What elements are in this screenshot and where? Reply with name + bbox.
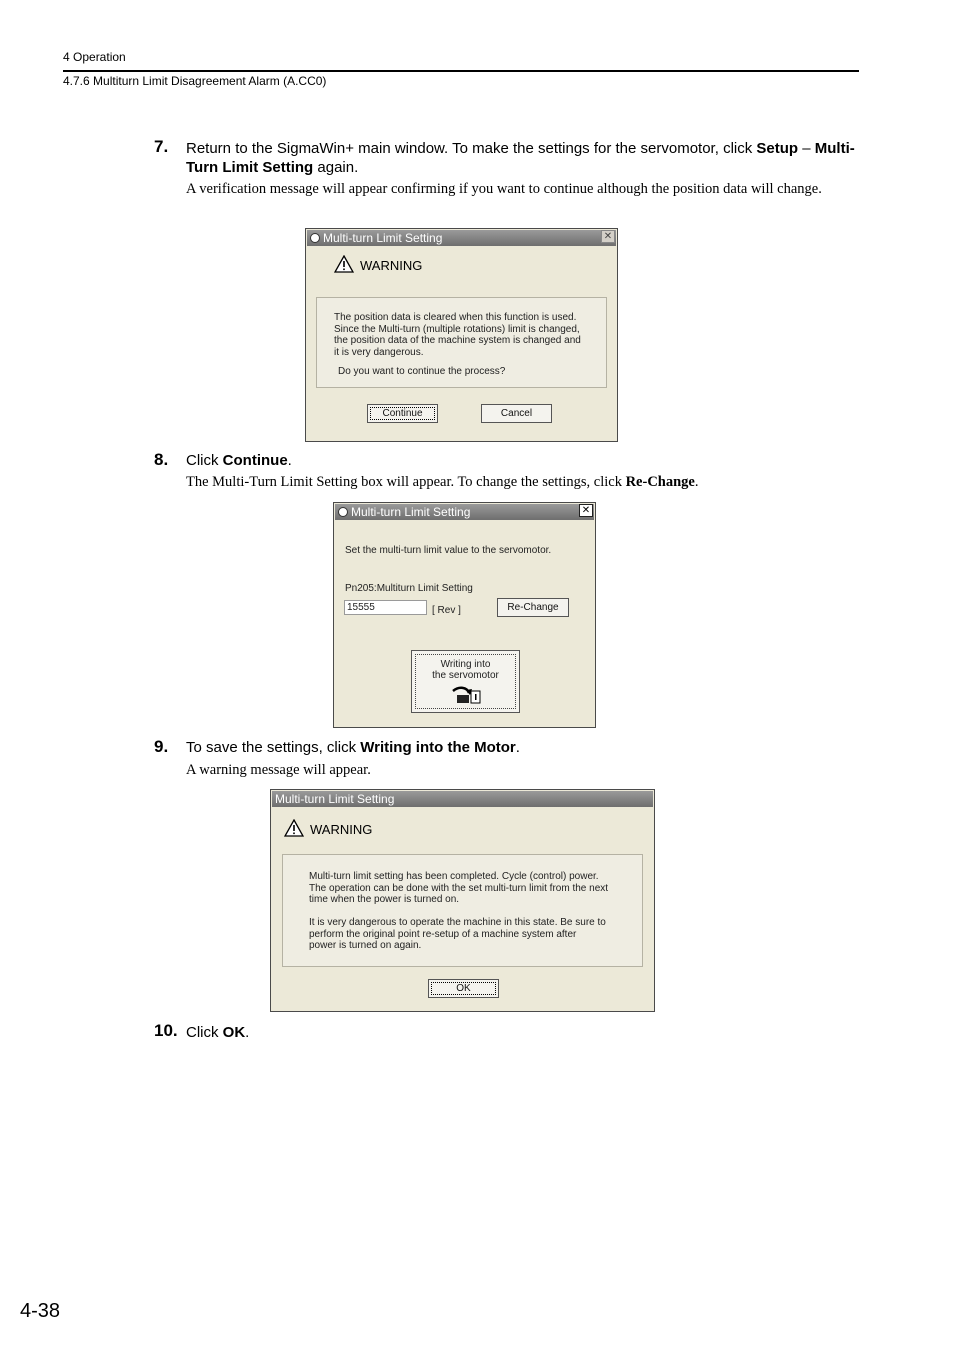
- message-line: The operation can be done with the set multi-turn limit from the next: [309, 882, 609, 894]
- step-7-text-post: again.: [313, 159, 359, 176]
- message-line: it is very dangerous.: [334, 346, 424, 358]
- step-8-bold-continue: Continue: [222, 452, 288, 469]
- message-line: the position data of the machine system is changed and: [334, 335, 581, 346]
- unit-label: [ Rev ]: [432, 605, 461, 616]
- step-8-text: [186, 451, 858, 470]
- message-line: power is turned on again.: [309, 940, 422, 951]
- continue-button[interactable]: Continue: [367, 404, 438, 423]
- step-7-text-pre: Return to the SigmaWin+ main window. To make the settings for the servomotor, click: [186, 140, 757, 157]
- step-8-desc-post: .: [694, 474, 699, 490]
- re-change-button[interactable]: Re-Change: [497, 598, 569, 617]
- cancel-button[interactable]: Cancel: [481, 404, 552, 423]
- step-7-bold-menu: Multi-Turn Limit Setting: [186, 140, 855, 176]
- dialog-title-bar: [272, 791, 653, 807]
- write-label-line2: the servomotor: [432, 670, 499, 681]
- warning-row: [334, 255, 422, 276]
- step-9-description: A warning message will appear.: [186, 762, 371, 778]
- step-9-number: 9.: [154, 737, 169, 756]
- multiturn-limit-field[interactable]: 15555: [344, 600, 427, 615]
- dialog-title: Multi-turn Limit Setting: [351, 505, 471, 519]
- step-7-bold-setup: Setup: [756, 140, 799, 157]
- page-number: 4-38: [20, 1300, 61, 1322]
- multiturn-setting-dialog: [333, 502, 596, 728]
- write-label-line1: Writing into: [440, 659, 491, 670]
- step-8-text-post: .: [287, 452, 292, 469]
- message-line: The position data is cleared when this function is used.: [334, 312, 577, 323]
- dialog-title: Multi-turn Limit Setting: [275, 792, 395, 806]
- warning-dialog-continue: [305, 228, 618, 442]
- step-10-text-post: .: [245, 1024, 250, 1041]
- parameter-label: Pn205:Multiturn Limit Setting: [345, 583, 473, 594]
- step-9-text-pre: To save the settings, click: [186, 739, 361, 756]
- dialog-title: Multi-turn Limit Setting: [323, 231, 443, 245]
- warning-label: WARNING: [310, 822, 373, 837]
- step-10-number: 10.: [154, 1021, 178, 1040]
- close-icon[interactable]: ✕: [601, 230, 615, 243]
- step-8-desc-bold: Re-Change: [625, 474, 695, 490]
- message-box: [282, 854, 643, 967]
- message-line: [309, 906, 608, 918]
- focus-rect: [415, 654, 516, 709]
- warning-icon: [334, 255, 354, 276]
- warning-label: WARNING: [360, 258, 423, 273]
- step-8-number: 8.: [154, 450, 169, 469]
- step-10-text-pre: Click: [186, 1024, 223, 1041]
- step-7-text: [186, 139, 858, 177]
- step-9-text: [186, 738, 858, 757]
- step-8-text-pre: Click: [186, 452, 223, 469]
- warning-row: [284, 819, 372, 840]
- warning-dialog-complete: [270, 789, 655, 1012]
- dialog-title-bar: [335, 504, 594, 520]
- step-7-description: A verification message will appear confirming if you want to continue although the position data will change.: [186, 181, 822, 197]
- header-section: 4 Operation: [63, 50, 126, 64]
- step-7-text-mid: –: [798, 140, 815, 157]
- message-line: It is very dangerous to operate the machine in this state. Be sure to: [309, 917, 606, 928]
- message-line: time when the power is turned on.: [309, 894, 460, 905]
- app-icon: [338, 507, 348, 517]
- question-text: Do you want to continue the process?: [338, 366, 506, 377]
- instruction-text: Set the multi-turn limit value to the servomotor.: [345, 545, 552, 556]
- step-9-text-post: .: [515, 739, 520, 756]
- message-line: Since the Multi-turn (multiple rotations) limit is changed,: [334, 323, 580, 335]
- dialog-title-bar: [307, 230, 616, 246]
- ok-button[interactable]: OK: [428, 979, 499, 998]
- step-10-text: [186, 1023, 858, 1042]
- step-8-desc-pre: The Multi-Turn Limit Setting box will appear. To change the settings, click: [186, 474, 626, 490]
- step-10-bold-ok: OK: [222, 1024, 246, 1041]
- step-8-description: [186, 473, 846, 491]
- step-7-number: 7.: [154, 137, 169, 156]
- step-9-bold-writing: Writing into the Motor: [360, 739, 516, 756]
- header-subsection: 4.7.6 Multiturn Limit Disagreement Alarm (A.CC0): [63, 74, 327, 88]
- close-icon[interactable]: ✕: [579, 504, 593, 517]
- app-icon: [310, 233, 320, 243]
- message-box: [316, 297, 607, 388]
- writing-into-servomotor-button[interactable]: [411, 650, 520, 713]
- message-line: perform the original point re-setup of a machine system after: [309, 928, 577, 940]
- header-rule: [63, 70, 859, 72]
- warning-icon: [284, 819, 304, 840]
- message-line: Multi-turn limit setting has been completed. Cycle (control) power.: [309, 871, 599, 882]
